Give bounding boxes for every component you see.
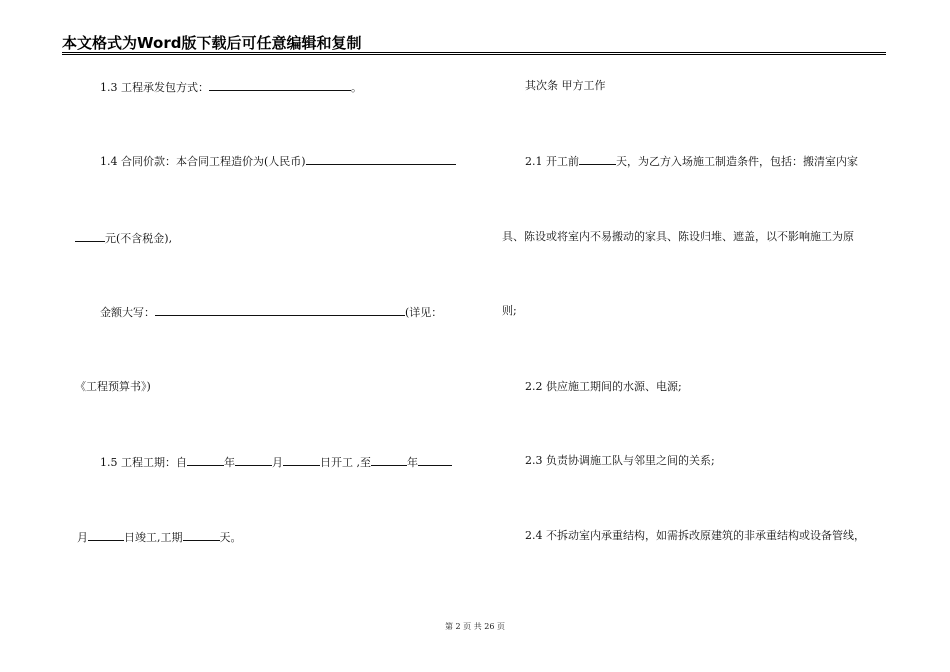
start-label: 日开工 ,至 [320, 456, 371, 469]
clause-1-3-label: 1.3 工程承发包方式： [100, 81, 209, 94]
header-rule-double [62, 54, 886, 55]
contract-price-blank [306, 153, 456, 165]
clause-2-2: 2.2 供应施工期间的水源、电源; [525, 380, 682, 393]
end-month-label: 月 [77, 531, 88, 544]
budget-reference-text: 《工程预算书》) [75, 380, 151, 393]
clause-1-4-cont [75, 230, 172, 246]
header-rule [62, 52, 886, 53]
amount-in-words-label: 金额大写： [100, 306, 155, 319]
amount-in-words [100, 304, 442, 320]
clause-2-1-text: 天，为乙方入场施工制造条件，包括：搬清室内家 [616, 155, 858, 168]
days-before-start-blank [579, 153, 616, 165]
days-label: 天。 [219, 531, 242, 544]
end-year-label: 年 [407, 456, 418, 469]
amount-in-words-blank [155, 304, 405, 316]
start-day-blank [283, 454, 320, 466]
clause-2-4: 2.4 不拆动室内承重结构，如需拆改原建筑的非承重结构或设备管线， [525, 529, 865, 542]
month-label: 月 [272, 456, 283, 469]
amount-blank [75, 230, 105, 242]
amount-in-words-end: (详见： [405, 306, 443, 319]
budget-reference [75, 380, 151, 394]
duration-blank [183, 529, 220, 541]
completion-label: 日竣工,工期 [124, 531, 183, 544]
clause-1-4-label: 1.4 合同价款：本合同工程造价为(人民币) [100, 155, 306, 168]
clause-1-4 [100, 153, 456, 169]
start-year-blank [187, 454, 224, 466]
clause-2-3: 2.3 负责协调施工队与邻里之间的关系; [525, 454, 715, 467]
contract-method-blank [209, 79, 351, 91]
clause-1-5-cont [77, 529, 242, 545]
page-number: 第 2 页 共 26 页 [445, 622, 505, 631]
clause-1-4-cont-text: 元(不含税金), [105, 232, 173, 245]
clause-2-1-cont: 具、陈设或将室内不易搬动的家具、陈设归堆、遮盖，以不影响施工为原 [502, 230, 854, 243]
start-month-blank [235, 454, 272, 466]
clause-2-1-label: 2.1 开工前 [525, 155, 579, 168]
clause-1-3 [100, 79, 362, 95]
end-year-blank [371, 454, 407, 466]
clause-2-1-end: 则; [502, 304, 517, 317]
clause-1-3-end: 。 [351, 81, 362, 94]
clause-2-1 [525, 153, 858, 169]
clause-1-5-label: 1.5 工程工期：自 [100, 456, 187, 469]
document-header-title: 本文格式为Word版下载后可任意编辑和复制 [62, 34, 362, 52]
clause-1-5 [100, 454, 452, 470]
article-2-heading: 其次条 甲方工作 [525, 79, 606, 92]
year-label: 年 [224, 456, 235, 469]
end-day-blank [88, 529, 124, 541]
end-month-blank [418, 454, 452, 466]
